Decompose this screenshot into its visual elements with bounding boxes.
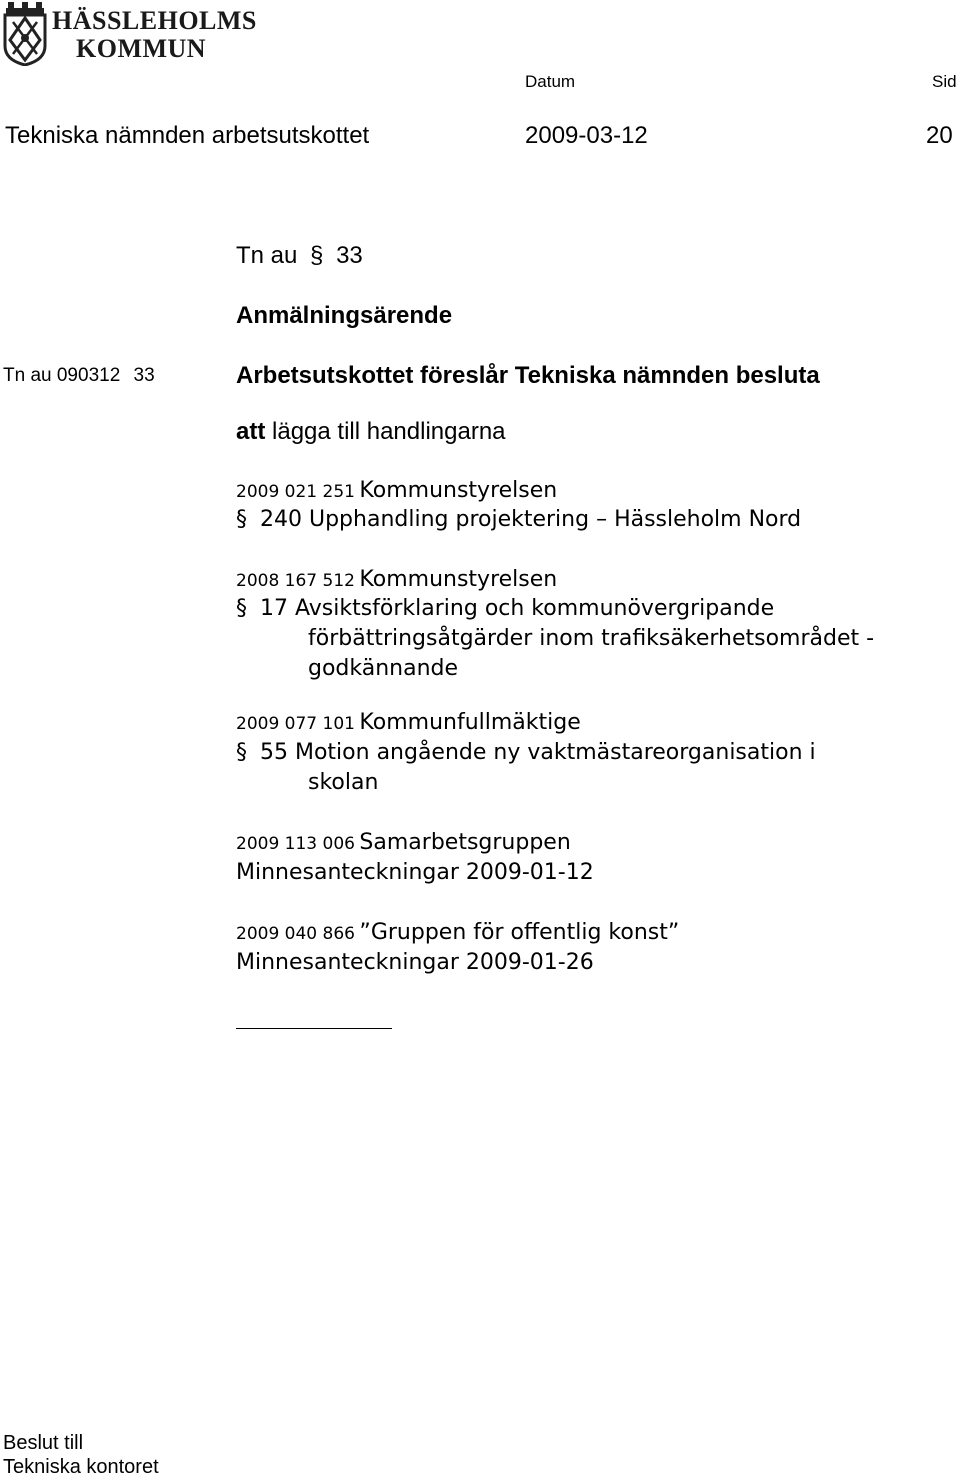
- item-line: [236, 596, 774, 621]
- item-text-continued: förbättringsåtgärder inom trafiksäkerhetsområdet -: [308, 626, 875, 651]
- section-symbol: §: [310, 242, 324, 269]
- sid-label: Sid: [932, 72, 957, 91]
- margin-reference: [3, 365, 155, 387]
- item-dnr: 2009 040 866: [236, 924, 355, 944]
- item-organ: Kommunfullmäktige: [359, 710, 581, 735]
- section-number: 33: [336, 242, 363, 269]
- datum-label: Datum: [525, 72, 576, 91]
- item-line: [236, 740, 816, 765]
- att-text: lägga till handlingarna: [272, 418, 506, 445]
- item-organ: ”Gruppen för offentlig konst”: [359, 920, 680, 945]
- margin-number: 33: [133, 365, 155, 386]
- item-dnr: 2009 077 101: [236, 714, 355, 734]
- meeting-date: 2009-03-12: [525, 122, 648, 149]
- footer-line2: Tekniska kontoret: [3, 1456, 159, 1478]
- proposal-heading: Arbetsutskottet föreslår Tekniska nämnden besluta: [236, 362, 820, 389]
- item-dnr: 2009 021 251: [236, 482, 355, 502]
- margin-ref: Tn au 090312: [3, 365, 121, 386]
- item-dnr: 2009 113 006: [236, 834, 355, 854]
- att-keyword: att: [236, 418, 266, 445]
- logo-line2: KOMMUN: [76, 34, 207, 63]
- item-text-continued: skolan: [308, 770, 379, 795]
- item-organ: Samarbetsgruppen: [359, 830, 571, 855]
- item-line: [236, 507, 801, 532]
- item-text: 55 Motion angående ny vaktmästareorganisation i: [260, 740, 816, 765]
- item-text: Minnesanteckningar 2009-01-26: [236, 950, 594, 975]
- item-text: 240 Upphandling projektering – Hässleholm Nord: [260, 507, 802, 532]
- logo-line1: HÄSSLEHOLMS: [52, 6, 257, 35]
- municipal-crest-icon: [2, 2, 48, 66]
- item-text: Minnesanteckningar 2009-01-12: [236, 860, 594, 885]
- list-item: [236, 920, 679, 945]
- section-reference: [236, 242, 363, 270]
- decision-line: [236, 418, 506, 446]
- footer-line1: Beslut till: [3, 1432, 84, 1454]
- item-organ: Kommunstyrelsen: [359, 567, 558, 592]
- paragraph-symbol: §: [236, 596, 247, 621]
- item-dnr: 2008 167 512: [236, 571, 355, 591]
- list-item: [236, 478, 557, 503]
- committee-name: Tekniska nämnden arbetsutskottet: [5, 122, 370, 149]
- paragraph-symbol: §: [236, 507, 247, 532]
- page-number: 20: [926, 122, 953, 149]
- paragraph-symbol: §: [236, 740, 247, 765]
- item-text-continued: godkännande: [308, 656, 459, 681]
- list-item: [236, 830, 571, 855]
- list-item: [236, 567, 557, 592]
- section-ref: Tn au: [236, 242, 298, 269]
- separator-rule: [236, 1028, 392, 1029]
- section-title: Anmälningsärende: [236, 302, 453, 329]
- item-text: 17 Avsiktsförklaring och kommunövergripande: [260, 596, 775, 621]
- list-item: [236, 710, 581, 735]
- item-organ: Kommunstyrelsen: [359, 478, 558, 503]
